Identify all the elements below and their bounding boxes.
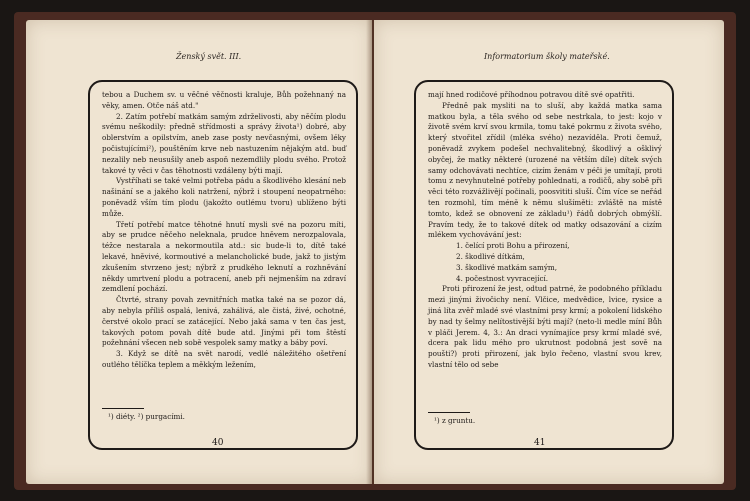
- left-page: [26, 20, 372, 484]
- right-footnote: ¹) z gruntu.: [434, 416, 476, 425]
- right-paragraph: mají hned rodičové příhodnou potravou dítě své opatřiti.: [428, 90, 635, 99]
- left-paragraph: Třetí potřebí matce těhotné hnutí mysli své na pozoru míti, aby se prudce něčeho neleknala, prudce hněvem nerozpalovala, téžce nestarala a nekormoutila atd.: sic bude-li to, dítě také lekavé, hněvivé, kormoutivé a melancholické bude, jakž to jistým zkušením stvrzeno jest; nýbrž z prudkého leknutí a rozhněvání někdy umrtvení plodu a potracení, aneb při nejmenším na zdraví zemdlení pochází.: [102, 219, 346, 294]
- left-footnote: ¹) diéty. ²) purgacími.: [108, 412, 185, 421]
- right-page: [374, 20, 724, 484]
- left-paragraph: 3. Když se dítě na svět narodí, vedlé náležitého ošetření outlého tělíčka teplem a měkkým ležením,: [102, 349, 346, 369]
- right-paragraph: Předně pak mysliti na to sluší, aby každá matka sama matkou byla, a těla svého od sebe nestrkala, to jest: kojo v životě svém krví svou krmila, tomu také pokrmu z života svého, který stvořitel zřídil (mléka svého) nezavíděla. Proti čemuž, poněvadž zvykem podešel nechvalitebný, škodlivý a ošklivý obyčej, že matky některé (urozené na větším díle) dítek svých samy odchovávati nechtíce, cizím ženám v péči je umítají, proti tomu z nevyhnutelné potřeby pohlednati, a rodičů, aby sobě při věci této rozvážlivějí počinali, poosvititi sluší. Čím více se neřád ten rozmohl, tím méně k němu slušíměti: zvláště na místě tomto, kdež se obnovení ze základu¹) řádů dobrých obmýšlí. Pravím tedy, že to takové dítek od matky odsazování a cizím mlékem vychovávání jest:: [428, 100, 662, 240]
- left-paragraph: Čtvrté, strany povah zevnitřních matka také na se pozor dá, aby nebyla příliš ospalá, lenivá, zahálivá, ale čistá, živé, ochotné, čerstvé okolo prací se zatácející. Nebo jaká sama v ten čas jest, takových potom povah dítě bude atd. Jinými při tom štěstí požehnání všecen neb sobě vespolek samy matky a báby poví.: [102, 295, 346, 348]
- open-book: [14, 12, 736, 490]
- left-footnote-rule: [102, 408, 144, 409]
- left-paragraph: 2. Zatím potřebí matkám samým zdrželivosti, aby něčím plodu svému neškodily: předně střídmosti a správy života¹) dobré, aby oblerstvím a opilstvím, aneb zase posty nevčasnými, ovšem léky počistujícími²), pouštěním krve neb nastuzením nějakým atd. buď nezalily neb neusušily aneb aspoň nezemdlily plodu svého. Protož takové ty věci v čas těhotnosti vzdáleny býti mají.: [102, 111, 346, 175]
- left-paragraph: tebou a Duchem sv. u věčné věčnosti kraluje, Bůh požehnaný na věky, amen. Otče náš atd.": [102, 90, 346, 110]
- list-item: 2. škodlivé dítkám,: [456, 251, 525, 261]
- list-item: 1. čelící proti Bohu a přirození,: [456, 241, 570, 251]
- left-page-frame: [88, 80, 358, 450]
- right-enumeration: [428, 241, 662, 284]
- right-page-frame: [414, 80, 674, 450]
- right-page-number: 41: [530, 438, 549, 448]
- left-page-text: [102, 90, 346, 371]
- list-item: 3. škodlivé matkám samým,: [456, 262, 557, 272]
- left-page-number: 40: [208, 438, 227, 448]
- left-paragraph: Vystříhati se také velmi potřeba pádu a škodlivého klesání neb našinání se a jakého koli natržení, nýbrž i stoupení neopatrného: poněvadž vším tím plodu (jakožto outlému tvoru) ublíženo býti může.: [102, 176, 346, 218]
- right-page-header: Informatorium školy mateřské.: [484, 52, 610, 61]
- right-page-text: [428, 90, 662, 371]
- right-footnote-rule: [428, 412, 470, 413]
- list-item: 4. počestnost vyvracející.: [456, 273, 549, 283]
- left-page-header: Ženský svět. III.: [176, 52, 242, 61]
- right-paragraph: Proti přirození že jest, odtud patrné, že podobného příkladu mezi jinými živočichy není. Vlčice, medvědice, lvice, rysice a jiná líta zvěř mladé své vlastními prsy krmí; a pokolení lidského by nad ty šelmy nelítostivější býti mají? (neto-li medle míní Bůh v pláči Jerem. 4, 3.: An draci vynímajíce prsy krmí mladé své, dcera pak lidu mého pro ukrutnost podobná jest sově na poušti?) proti přirození, jak bylo řečeno, vlastní svou krev, vlastní tělo od sebe: [428, 284, 662, 369]
